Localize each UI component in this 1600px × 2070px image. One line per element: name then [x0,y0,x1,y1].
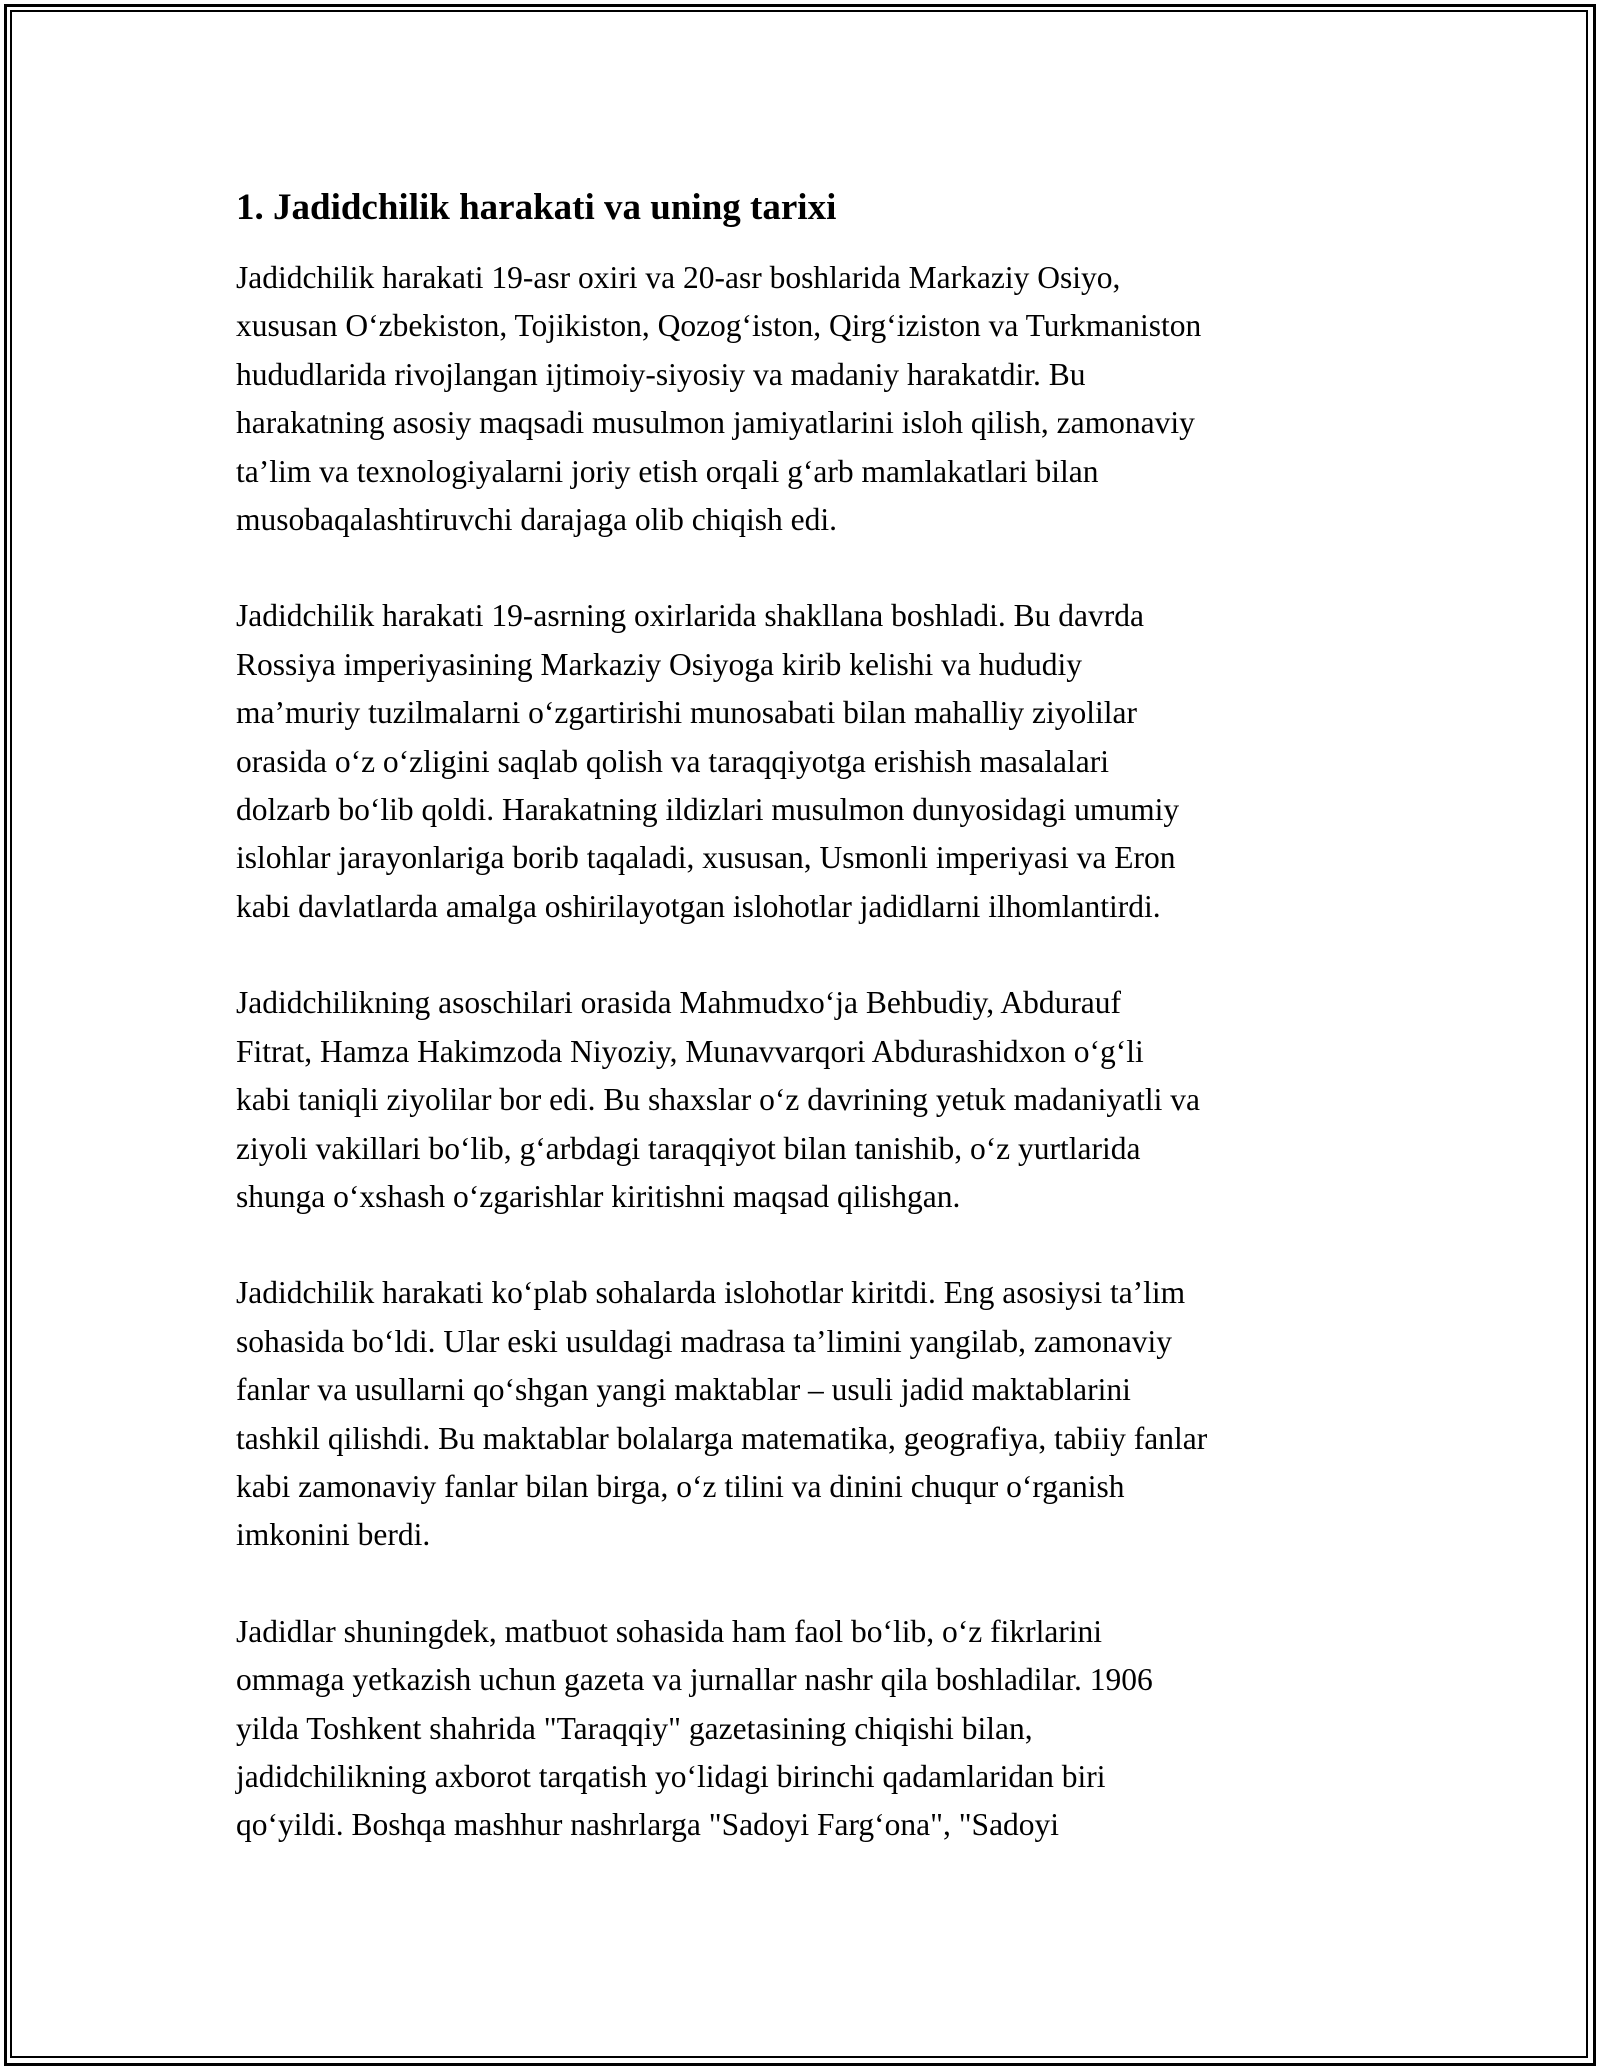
text-line: islohlar jarayonlariga borib taqaladi, xususan, Usmonli imperiyasi va Eron [236,840,1176,876]
text-line: imkonini berdi. [236,1517,431,1553]
document-title: 1. Jadidchilik harakati va uning tarixi [236,187,837,228]
text-line: ommaga yetkazish uchun gazeta va jurnallar nashr qila boshladilar. 1906 [236,1662,1153,1698]
text-line: kabi zamonaviy fanlar bilan birga, o‘z tilini va dinini chuqur o‘rganish [236,1468,1125,1504]
paragraph-list [236,254,1386,1850]
text-line: dolzarb bo‘lib qoldi. Harakatning ildizlari musulmon dunyosidagi umumiy [236,792,1180,828]
text-line: Jadidchilikning asoschilari orasida Mahmudxo‘ja Behbudiy, Abdurauf [236,985,1122,1021]
text-line: musobaqalashtiruvchi darajaga olib chiqish edi. [236,502,837,538]
text-line: Jadidchilik harakati ko‘plab sohalarda islohotlar kiritdi. Eng asosiysi ta’lim [236,1275,1186,1311]
document-body [236,186,1386,1898]
text-line: harakatning asosiy maqsadi musulmon jamiyatlarini isloh qilish, zamonaviy [236,405,1195,441]
paragraph [236,979,1386,1221]
text-line: fanlar va usullarni qo‘shgan yangi maktablar – usuli jadid maktablarini [236,1372,1131,1408]
paragraph [236,592,1386,931]
text-line: shunga o‘xshash o‘zgarishlar kiritishni maqsad qilishgan. [236,1178,961,1214]
text-line: Fitrat, Hamza Hakimzoda Niyoziy, Munavvarqori Abdurashidxon o‘g‘li [236,1033,1144,1069]
text-line: tashkil qilishdi. Bu maktablar bolalarga matematika, geografiya, tabiiy fanlar [236,1420,1208,1456]
text-line: kabi taniqli ziyolilar bor edi. Bu shaxslar o‘z davrining yetuk madaniyatli va [236,1082,1200,1118]
text-line: hududlarida rivojlangan ijtimoiy-siyosiy va madaniy harakatdir. Bu [236,356,1086,392]
text-line: Jadidlar shuningdek, matbuot sohasida ham faol bo‘lib, o‘z fikrlarini [236,1613,1103,1649]
text-line: ma’muriy tuzilmalarni o‘zgartirishi munosabati bilan mahalliy ziyolilar [236,695,1137,731]
text-line: Jadidchilik harakati 19-asr oxiri va 20-asr boshlarida Markaziy Osiyo, [236,260,1121,295]
text-line: Rossiya imperiyasining Markaziy Osiyoga kirib kelishi va hududiy [236,646,1083,682]
text-line: jadidchilikning axborot tarqatish yo‘lidagi birinchi qadamlaridan biri [236,1758,1106,1794]
text-line: Jadidchilik harakati 19-asrning oxirlarida shakllana boshladi. Bu davrda [236,598,1144,634]
paragraph [236,1269,1386,1559]
paragraph [236,1608,1386,1850]
text-line: yilda Toshkent shahrida "Taraqqiy" gazetasining chiqishi bilan, [236,1710,1033,1746]
text-line: kabi davlatlarda amalga oshirilayotgan islohotlar jadidlarni ilhomlantirdi. [236,888,1161,924]
text-line: xususan O‘zbekiston, Tojikiston, Qozog‘iston, Qirg‘iziston va Turkmaniston [236,308,1202,344]
paragraph [236,254,1386,544]
text-line: ta’lim va texnologiyalarni joriy etish orqali g‘arb mamlakatlari bilan [236,453,1099,489]
text-line: sohasida bo‘ldi. Ular eski usuldagi madrasa ta’limini yangilab, zamonaviy [236,1323,1173,1359]
text-line: qo‘yildi. Boshqa mashhur nashrlarga "Sadoyi Farg‘ona", "Sadoyi [236,1807,1060,1843]
text-line: ziyoli vakillari bo‘lib, g‘arbdagi taraqqiyot bilan tanishib, o‘z yurtlarida [236,1130,1141,1166]
text-line: orasida o‘z o‘zligini saqlab qolish va taraqqiyotga erishish masalalari [236,743,1109,779]
